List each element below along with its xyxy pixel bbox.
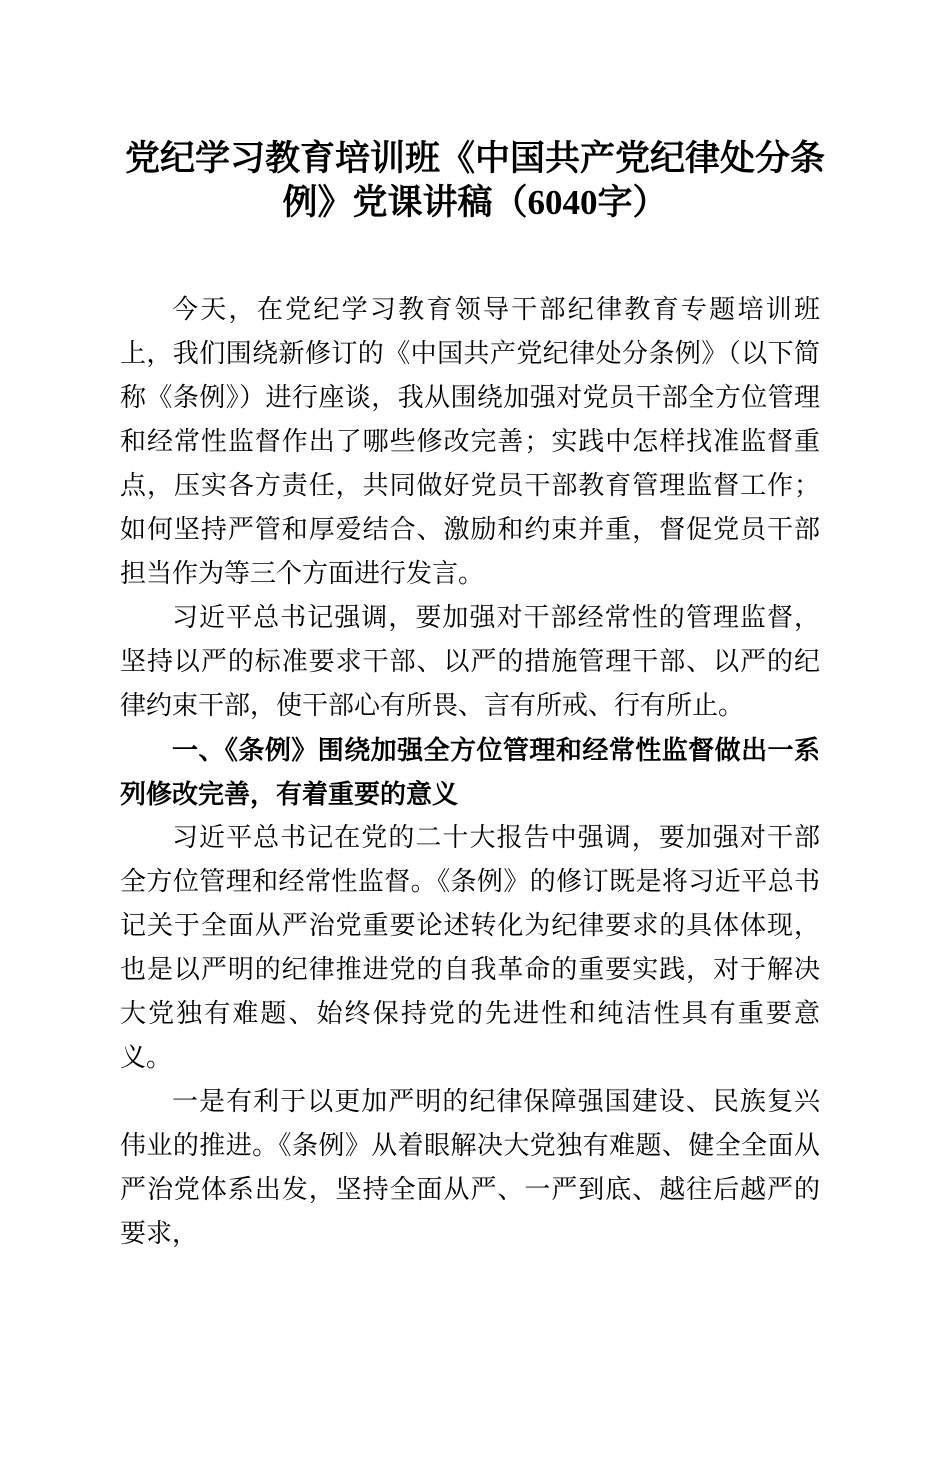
- section-heading: 一、《条例》围绕加强全方位管理和经常性监督做出一系列修改完善，有着重要的意义: [120, 735, 820, 809]
- body-paragraph: 今天，在党纪学习教育领导干部纪律教育专题培训班上，我们围绕新修订的《中国共产党纪律处分条例》（以下简称《条例》）进行座谈，我从围绕加强对党员干部全方位管理和经常性监督作出了哪些修改完善；实践中怎样找准监督重点，压实各方责任，共同做好党员干部教育管理监督工作；如何坚持严管和厚爱结合、激励和约束并重，督促党员干部担当作为等三个方面进行发言。: [120, 295, 820, 588]
- body-paragraph: 习近平总书记在党的二十大报告中强调，要加强对干部全方位管理和经常性监督。《条例》的修订既是将习近平总书记关于全面从严治党重要论述转化为纪律要求的具体体现，也是以严明的纪律推进党的自我革命的重要实践，对于解决大党独有难题、始终保持党的先进性和纯洁性具有重要意义。: [120, 823, 820, 1072]
- document-title: 党纪学习教育培训班《中国共产党纪律处分条例》党课讲稿（6040字）: [124, 139, 825, 222]
- emphasis-lead-sentence: 一是有利于以更加严明的纪律保障强国建设、民族复兴伟业的推进。: [120, 1087, 820, 1160]
- body-paragraph: 一是有利于以更加严明的纪律保障强国建设、民族复兴伟业的推进。《条例》从着眼解决大党独有难题、健全全面从严治党体系出发，坚持全面从严、一严到底、越往后越严的要求，: [120, 1087, 820, 1248]
- document-page: [0, 137, 950, 1481]
- body-paragraph: 习近平总书记强调，要加强对干部经常性的管理监督，坚持以严的标准要求干部、以严的措施管理干部、以严的纪律约束干部，使干部心有所畏、言有所戒、行有所止。: [120, 603, 820, 720]
- document-body: [120, 288, 820, 1256]
